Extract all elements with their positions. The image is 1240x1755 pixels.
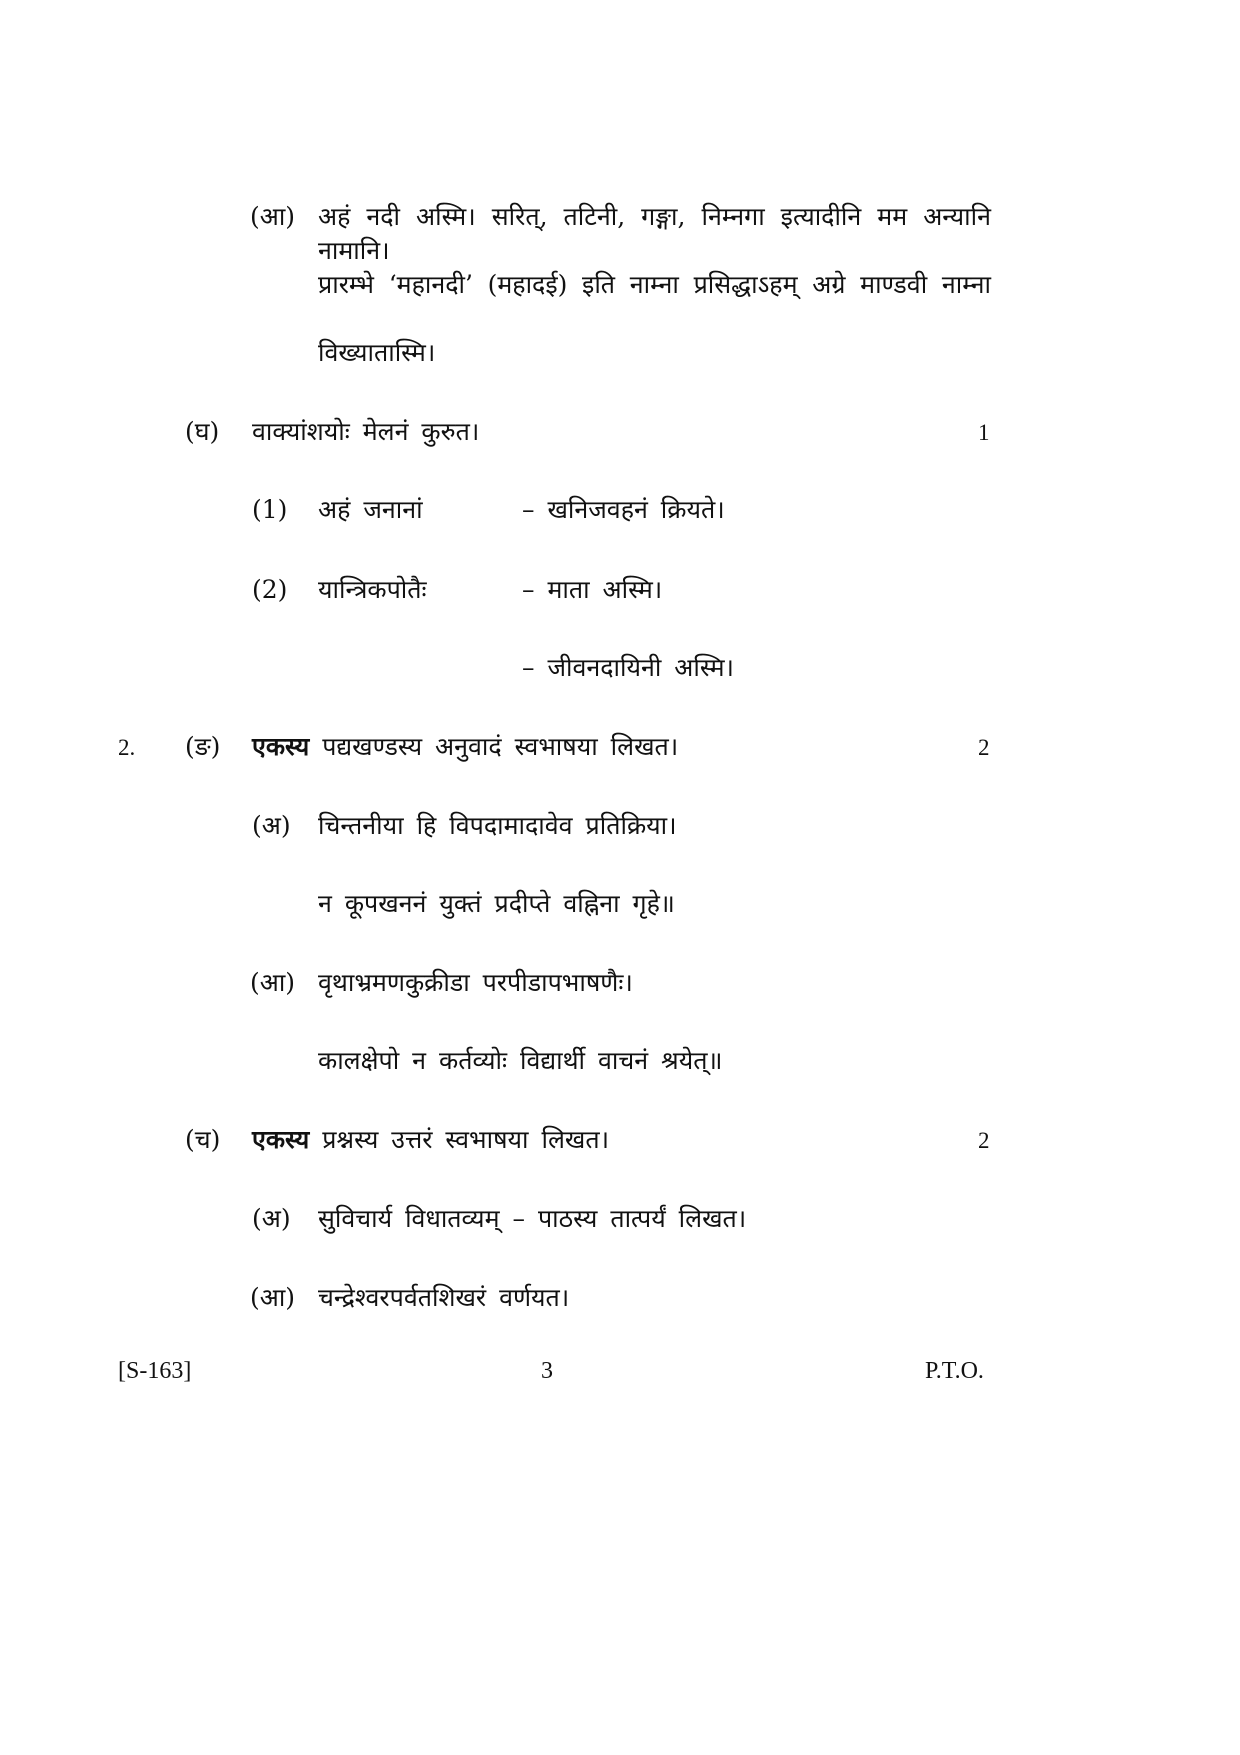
marks: 2 xyxy=(978,735,990,760)
option-label: (अ) xyxy=(252,1204,291,1233)
instruction-emphasis: एकस्य xyxy=(252,732,310,761)
row-label: (2) xyxy=(252,575,288,604)
verse-line: कालक्षेपो न कर्तव्योः विद्यार्थी वाचनं श्रयेत्॥ xyxy=(318,1046,723,1075)
verse-line: वृथाभ्रमणकुक्रीडा परपीडापभाषणैः। xyxy=(318,968,633,997)
verse-line: न कूपखननं युक्तं प्रदीप्ते वह्निना गृहे॥ xyxy=(318,889,675,918)
passage-line: विख्यातास्मि। xyxy=(318,338,436,367)
option-text: चन्द्रेश्वरपर्वतशिखरं वर्णयत। xyxy=(318,1283,570,1312)
question-instruction: वाक्यांशयोः मेलनं कुरुत। xyxy=(252,417,480,446)
match-right: – जीवनदायिनी अस्मि। xyxy=(522,653,734,682)
marks: 2 xyxy=(978,1128,990,1153)
option-label: (अ) xyxy=(252,811,291,840)
passage-line: अहं नदी अस्मि। सरित्, तटिनी, गङ्गा, निम्नगा इत्यादीनि मम अन्यानि नामानि। xyxy=(318,202,991,265)
question-number: 2. xyxy=(118,735,136,760)
question-label: (च) xyxy=(185,1125,221,1154)
question-label: (ङ) xyxy=(185,732,221,761)
marks: 1 xyxy=(978,420,990,445)
paper-code: [S-163] xyxy=(118,1358,192,1384)
row-label: (1) xyxy=(252,495,288,524)
please-turn-over: P.T.O. xyxy=(925,1358,984,1384)
question-label: (घ) xyxy=(185,417,220,446)
question-instruction xyxy=(252,730,678,764)
instruction-text: प्रश्नस्य उत्तरं स्वभाषया लिखत। xyxy=(309,1125,610,1154)
instruction-emphasis: एकस्य xyxy=(252,1125,310,1154)
option-label: (आ) xyxy=(250,968,296,997)
question-instruction xyxy=(252,1123,609,1157)
match-left: अहं जनानां xyxy=(318,495,423,524)
passage-line: प्रारम्भे ‘महानदी’ (महादई) इति नाम्ना प्रसिद्धाऽहम् अग्रे माण्डवी नाम्ना xyxy=(318,270,991,299)
verse-line: चिन्तनीया हि विपदामादावेव प्रतिक्रिया। xyxy=(318,811,677,840)
match-left: यान्त्रिकपोतैः xyxy=(318,575,427,604)
instruction-text: पद्यखण्डस्य अनुवादं स्वभाषया लिखत। xyxy=(309,732,679,761)
match-right: – माता अस्मि। xyxy=(522,575,663,604)
option-text: सुविचार्य विधातव्यम् – पाठस्य तात्पर्यं लिखत। xyxy=(318,1204,747,1233)
page-number: 3 xyxy=(541,1358,553,1384)
option-label: (आ) xyxy=(250,1283,296,1312)
match-right: – खनिजवहनं क्रियते। xyxy=(522,495,725,524)
option-label: (आ) xyxy=(250,202,296,231)
